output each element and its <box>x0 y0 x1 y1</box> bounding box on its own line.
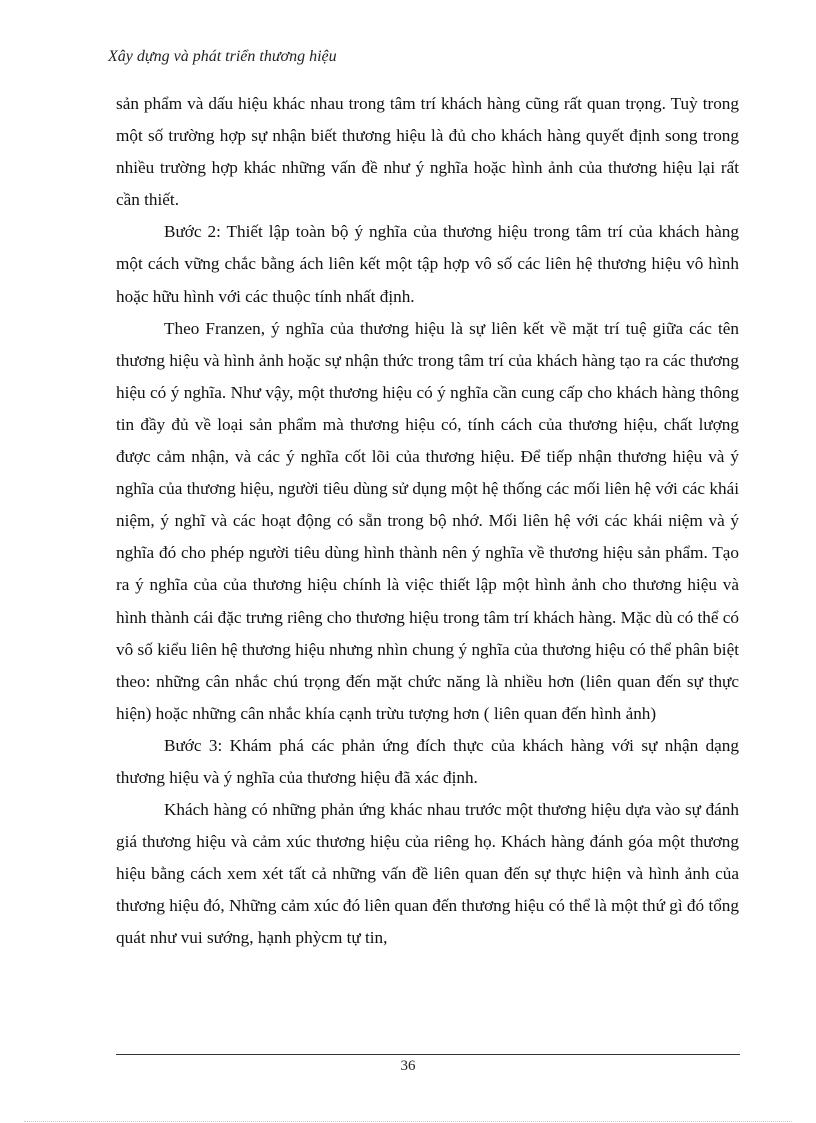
paragraph-step-3: Bước 3: Khám phá các phản ứng đích thực của khách hàng với sự nhận dạng thương hiệu và ý nghĩa của thương hiệu đã xác định. <box>116 735 739 787</box>
body-text <box>116 88 739 955</box>
page-bottom-edge <box>24 1121 792 1122</box>
running-header: Xây dựng và phát triển thương hiệu <box>108 48 337 65</box>
paragraph-franzen: Theo Franzen, ý nghĩa của thương hiệu là sự liên kết về mặt trí tuệ giữa các tên thương hiệu và hình ảnh hoặc sự nhận thức trong tâm trí của khách hàng tạo ra các thương hiệu có ý nghĩa. Như vậy, một thương hiệu có ý nghĩa cần cung cấp cho khách hàng thông tin đầy đủ về loại sản phẩm mà thương hiệu có, tính cách của thương hiệu, chất lượng được cảm nhận, và các ý nghĩa cốt lõi của thương hiệu. Để tiếp nhận thương hiệu và ý nghĩa của thương hiệu, người tiêu dùng sử dụng một hệ thống các mối liên hệ với các khái niệm, ý nghĩ và các hoạt động có sẵn trong bộ nhớ. Mối liên hệ với các khái niệm và ý nghĩa đó cho phép người tiêu dùng hình thành nên ý nghĩa về thương hiệu sản phẩm. Tạo ra ý nghĩa của của thương hiệu chính là việc thiết lập một hình ảnh cho thương hiệu và hình thành cái đặc trưng riêng cho thương hiệu trong tâm trí khách hàng. Mặc dù có thể có vô số kiểu liên hệ thương hiệu nhưng nhìn chung ý nghĩa của thương hiệu có thể phân biệt theo: những cân nhắc chú trọng đến mặt chức năng là nhiều hơn (liên quan đến sự thực hiện) hoặc những cân nhắc khía cạnh trừu tượng hơn ( liên quan đến hình ảnh) <box>116 318 739 723</box>
page-number: 36 <box>400 1058 416 1074</box>
paragraph-customer-response: Khách hàng có những phản ứng khác nhau trước một thương hiệu dựa vào sự đánh giá thương hiệu và cảm xúc thương hiệu của riêng họ. Khách hàng đánh góa một thương hiệu bằng cách xem xét tất cả những vấn đề liên quan đến sự thực hiện và hình ảnh của thương hiệu đó, Những cảm xúc đó liên quan đến thương hiệu có thể là một thứ gì đó tổng quát như vui sướng, hạnh phỳcm tự tin, <box>116 800 739 948</box>
paragraph-step-2: Bước 2: Thiết lập toàn bộ ý nghĩa của thương hiệu trong tâm trí của khách hàng một cách vững chắc bằng ách liên kết một tập hợp vô số các liên hệ thương hiệu vô hình hoặc hữu hình với các thuộc tính nhất định. <box>116 222 739 306</box>
footer-divider <box>116 1054 740 1055</box>
paragraph-continuation: sản phẩm và dấu hiệu khác nhau trong tâm trí khách hàng cũng rất quan trọng. Tuỳ trong một số trường hợp sự nhận biết thương hiệu là đủ cho khách hàng quyết định song trong nhiều trường hợp khác những vấn đề như ý nghĩa hoặc hình ảnh của thương hiệu lại rất cần thiết. <box>116 94 739 210</box>
